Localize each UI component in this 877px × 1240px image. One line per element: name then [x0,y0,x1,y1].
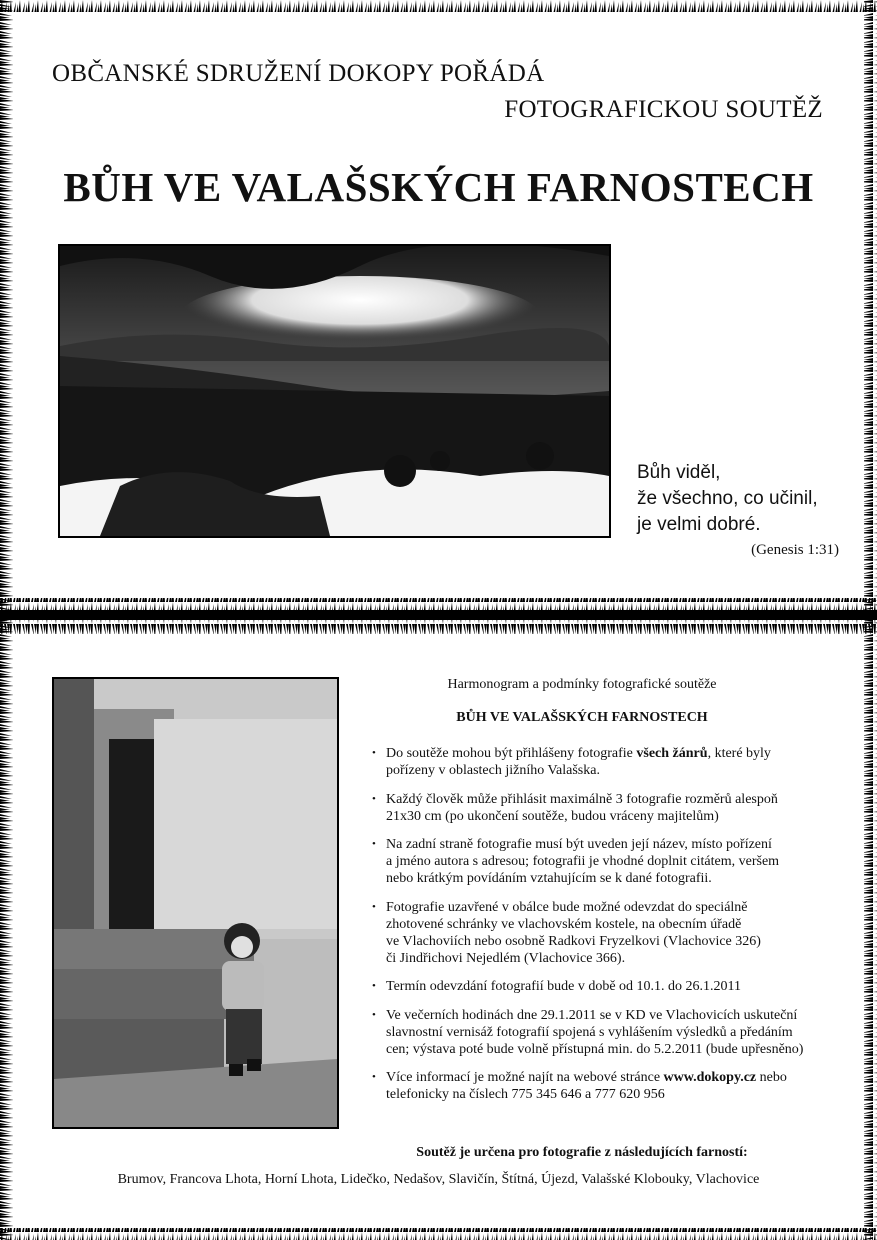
bullet-icon: • [372,792,376,805]
quote-line-3: je velmi dobré. [637,514,761,535]
list-item [370,745,850,779]
rule-text: Ve večerních hodinách dne 29.1.2011 se v KD ve Vlachovicích uskuteční [386,1007,798,1023]
quote-line-2: že všechno, co učinil, [637,488,818,509]
contest-type-line: FOTOGRAFICKOU SOUTĚŽ [504,96,823,123]
rule-text: Více informací je možné najít na webové stránce [386,1070,664,1085]
rule-text: Fotografie uzavřené v obálce bude možné odevzdat do speciálně [386,899,748,915]
parishes-list: Brumov, Francova Lhota, Horní Lhota, Lidečko, Nedašov, Slavičín, Štítná, Újezd, Valašské Klobouky, Vlachovice [117,1172,760,1187]
rule-text: či Jindřichovi Nejedlém (Vlachovice 366). [386,950,626,966]
list-item [370,978,850,995]
bullet-icon: • [372,1008,376,1021]
rules-subtitle: BŮH VE VALAŠSKÝCH FARNOSTECH [456,710,708,725]
rule-text: ve Vlachoviích nebo osobně Radkovi Fryzelkovi (Vlachovice 326) [386,933,761,949]
bible-quote [637,460,818,538]
website-link[interactable]: www.dokopy.cz [663,1070,757,1085]
rule-text: Termín odevzdání fotografií bude v době od 10.1. do 26.1.2011 [386,979,742,994]
bullet-icon: • [372,980,376,992]
rule-text: Každý člověk může přihlásit maximálně 3 fotografie rozměrů alespoň [386,791,778,807]
rule-text: cen; výstava poté bude volně přístupná min. do 5.2.2011 (bude upřesněno) [386,1041,804,1057]
rule-text: , které byly [707,746,771,761]
quote-reference: (Genesis 1:31) [751,542,839,558]
rule-text: a jméno autora s adresou; fotografii je vhodné doplnit citátem, veršem [386,854,780,869]
rule-text: nebo krátkým povídáním vztahujícím se k dané fotografii. [386,871,712,886]
rule-text: nebo [756,1070,787,1085]
rule-text: pořízeny v oblastech jižního Valašska. [386,763,600,778]
bullet-icon: • [372,747,376,759]
quote-line-1: Bůh viděl, [637,462,721,483]
rule-text: Do soutěže mohou být přihlášeny fotografie [386,746,637,761]
list-item [370,1007,850,1058]
rules-list [370,745,850,1115]
rule-text: slavnostní vernisáž fotografií spojená s vyhlášením výsledků a předáním [386,1024,793,1040]
rule-text: Na zadní straně fotografie musí být uveden její název, místo pořízení [386,837,772,852]
organizer-line: OBČANSKÉ SDRUŽENÍ DOKOPY POŘÁDÁ [52,60,545,87]
page-title: BŮH VE VALAŠSKÝCH FARNOSTECH [63,164,814,210]
parishes-heading: Soutěž je určena pro fotografie z následujících farností: [416,1145,748,1160]
list-item [370,791,850,825]
landscape-photo [58,244,611,538]
bullet-icon: • [372,900,376,913]
rules-heading: Harmonogram a podmínky fotografické soutěže [447,677,717,692]
list-item [370,1069,850,1103]
rule-bold: všech žánrů [636,746,708,761]
rule-text: zhotovené schránky ve vlachovském kostele, na obecním úřadě [386,916,742,932]
rule-text: 21x30 cm (po ukončení soutěže, budou vráceny majitelům) [386,808,719,824]
list-item [370,836,850,887]
bullet-icon: • [372,838,376,850]
list-item [370,899,850,967]
rule-text: telefonicky na číslech 775 345 646 a 777 620 956 [386,1087,665,1102]
child-photo [52,677,339,1129]
bullet-icon: • [372,1071,376,1083]
